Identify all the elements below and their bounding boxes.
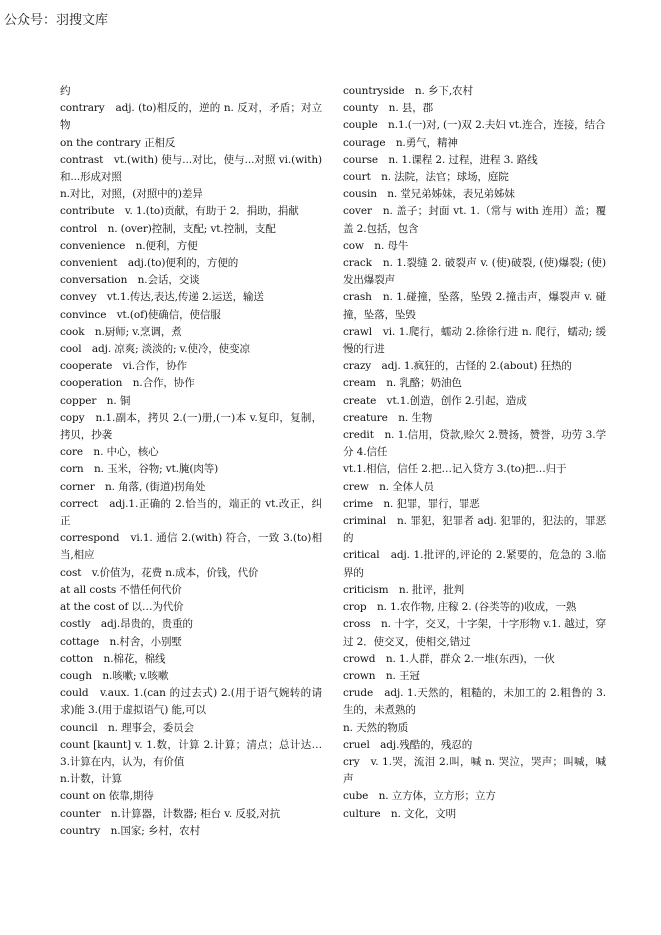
vocab-entry: courage n.勇气，精神 <box>343 136 458 149</box>
vocab-entry: cover n. 盖子；封面 vt. 1.（常与 with 连用）盖；覆盖 2.包括，包含 <box>343 205 606 235</box>
page-header: 公众号：羽搜文库 <box>4 13 109 28</box>
vocab-entry: crop n. 1.农作物, 庄稼 2. (谷类等的)收成，一熟 <box>343 601 577 614</box>
vocab-entry: course n. 1.课程 2. 过程，进程 3. 路线 <box>343 153 538 166</box>
vocab-entry: control n. (over)控制，支配; vt.控制，支配 <box>60 222 276 235</box>
vocab-entry: cough n.咳嗽; v.咳嗽 <box>60 669 169 682</box>
vocab-entry: cost v.价值为，花费 n.成本，价钱，代价 <box>60 566 259 579</box>
vocab-entry: county n. 县，郡 <box>343 102 434 115</box>
vocab-entry: convey vt.1.传达,表达,传递 2.运送，输送 <box>60 291 264 304</box>
vocab-entry: could v.aux. 1.(can 的过去式) 2.(用于语气婉转的请求)能 3.(用于虚拟语气) 能,可以 <box>60 687 322 717</box>
vocab-entry: count [kaunt] v. 1.数，计算 2.计算；清点；总计达…3.计算在内，认为，有价值 <box>60 738 322 768</box>
vocab-entry: culture n. 文化，文明 <box>343 807 457 820</box>
vocab-entry: count on 依靠,期待 <box>60 790 154 803</box>
vocab-entry: creature n. 生物 <box>343 411 433 424</box>
vocab-entry: crown n. 王冠 <box>343 669 420 682</box>
vocab-entry: criminal n. 罪犯，犯罪者 adj. 犯罪的，犯法的，罪恶的 <box>343 515 606 545</box>
vocab-entry: core n. 中心，核心 <box>60 446 159 459</box>
vocab-entry: country n.国家; 乡村，农村 <box>60 824 200 837</box>
vocab-entry: cooperation n.合作，协作 <box>60 377 195 390</box>
vocab-entry: couple n.1.(一)对, (一)双 2.夫妇 vt.连合，连接，结合 <box>343 119 606 132</box>
vocab-entry: n.对比，对照，(对照中的)差异 <box>60 188 203 201</box>
vocab-entry: costly adj.昂贵的，贵重的 <box>60 618 193 631</box>
vocab-entry: cooperate vi.合作，协作 <box>60 360 187 373</box>
vocab-entry: corner n. 角落, (街道)拐角处 <box>60 480 206 493</box>
vocab-entry: crude adj. 1.天然的，粗糙的，未加工的 2.粗鲁的 3.生的，未煮熟的 <box>343 687 606 717</box>
vocab-entry: cube n. 立方体，立方形；立方 <box>343 790 496 803</box>
vocab-entry: crash n. 1.碰撞，坠落，坠毁 2.撞击声，爆裂声 v. 碰撞，坠落，坠毁 <box>343 291 606 321</box>
vocab-entry: cook n.厨师; v.烹调，煮 <box>60 325 182 338</box>
vocab-entry: n.计数，计算 <box>60 773 122 786</box>
vocab-entry: convenience n.便利，方便 <box>60 239 198 252</box>
vocab-entry: 约 <box>60 85 71 97</box>
vocab-entry: crime n. 犯罪，罪行，罪恶 <box>343 497 480 510</box>
vocab-entry: contrary adj. (to)相反的，逆的 n. 反对，矛盾；对立物 <box>60 102 322 132</box>
vocab-entry: corn n. 玉米，谷物; vt.腌(肉等) <box>60 463 219 476</box>
vocab-entry: correspond vi.1. 通信 2.(with) 符合，一致 3.(to)相当,相应 <box>60 532 322 562</box>
vocab-entry: cry v. 1.哭，流泪 2.叫，喊 n. 哭泣，哭声；叫喊，喊声 <box>343 755 606 786</box>
vocab-entry: cow n. 母牛 <box>343 239 409 252</box>
vocab-entry: cool adj. 凉爽; 淡淡的; v.使冷，使变凉 <box>60 343 250 356</box>
vocab-entry: convince vt.(of)使确信，使信服 <box>60 308 221 321</box>
vocab-entry: convenient adj.(to)便利的，方便的 <box>60 257 239 270</box>
vocab-entry: countryside n. 乡下,农村 <box>343 85 473 97</box>
vocab-entry: contrast vt.(with) 使与...对比，使与...对照 vi.(with) 和...形成对照 <box>60 153 322 184</box>
vocab-entry: cross n. 十字，交叉，十字架，十字形物 v.1. 越过，穿过 2．使交叉，使相交,错过 <box>343 618 606 648</box>
left-column <box>60 83 322 840</box>
vocab-entry: conversation n.会话，交谈 <box>60 274 200 287</box>
vocab-entry: create vt.1.创造，创作 2.引起，造成 <box>343 394 527 407</box>
vocab-entry: copper n. 铜 <box>60 394 131 407</box>
vocab-entry: copy n.1.副本，拷贝 2.(一)册,(一)本 v.复印，复制，拷贝，抄袭 <box>60 411 322 442</box>
vocab-entry: cousin n. 堂兄弟姊妹，表兄弟姊妹 <box>343 188 515 201</box>
vocab-entry: n. 天然的物质 <box>343 721 409 734</box>
vocab-entry: critical adj. 1.批评的,评论的 2.紧要的，危急的 3.临界的 <box>343 549 606 579</box>
vocab-entry: crack n. 1.裂缝 2. 破裂声 v. (使)破裂, (使)爆裂; (使)发出爆裂声 <box>343 257 606 287</box>
vocab-entry: cottage n.村舍，小别墅 <box>60 635 182 648</box>
vocab-entry: vt.1.相信，信任 2.把…记入贷方 3.(to)把…归于 <box>343 463 567 476</box>
vocab-entry: on the contrary 正相反 <box>60 136 176 149</box>
vocab-entry: contribute v. 1.(to)贡献，有助于 2．捐助，捐献 <box>60 205 299 218</box>
vocab-entry: crawl vi. 1.爬行，蠕动 2.徐徐行进 n. 爬行，蠕动; 缓慢的行进 <box>343 325 606 356</box>
vocab-entry: court n. 法院，法官；球场，庭院 <box>343 171 509 184</box>
vocab-entry: crew n. 全体人员 <box>343 480 434 493</box>
vocab-entry: cruel adj.残酷的，残忍的 <box>343 738 473 751</box>
vocab-entry: cotton n.棉花，棉线 <box>60 652 166 665</box>
vocab-entry: criticism n. 批评，批判 <box>343 583 465 596</box>
vocab-entry: correct adj.1.正确的 2.恰当的，端正的 vt.改正，纠正 <box>60 497 322 528</box>
right-column <box>343 83 606 823</box>
vocab-entry: counter n.计算器，计数器; 柜台 v. 反驳,对抗 <box>60 807 281 820</box>
vocab-entry: crazy adj. 1.疯狂的，古怪的 2.(about) 狂热的 <box>343 360 572 373</box>
vocab-entry: at all costs 不惜任何代价 <box>60 583 182 596</box>
vocab-entry: credit n. 1.信用，贷款,赊欠 2.赞扬，赞誉，功劳 3.学分 4.信任 <box>343 429 606 459</box>
vocab-entry: at the cost of 以…为代价 <box>60 601 184 614</box>
vocab-entry: cream n. 乳酪；奶油色 <box>343 377 462 390</box>
vocab-entry: council n. 理事会，委员会 <box>60 721 194 734</box>
vocab-entry: crowd n. 1.人群，群众 2.一堆(东西)，一伙 <box>343 652 555 665</box>
